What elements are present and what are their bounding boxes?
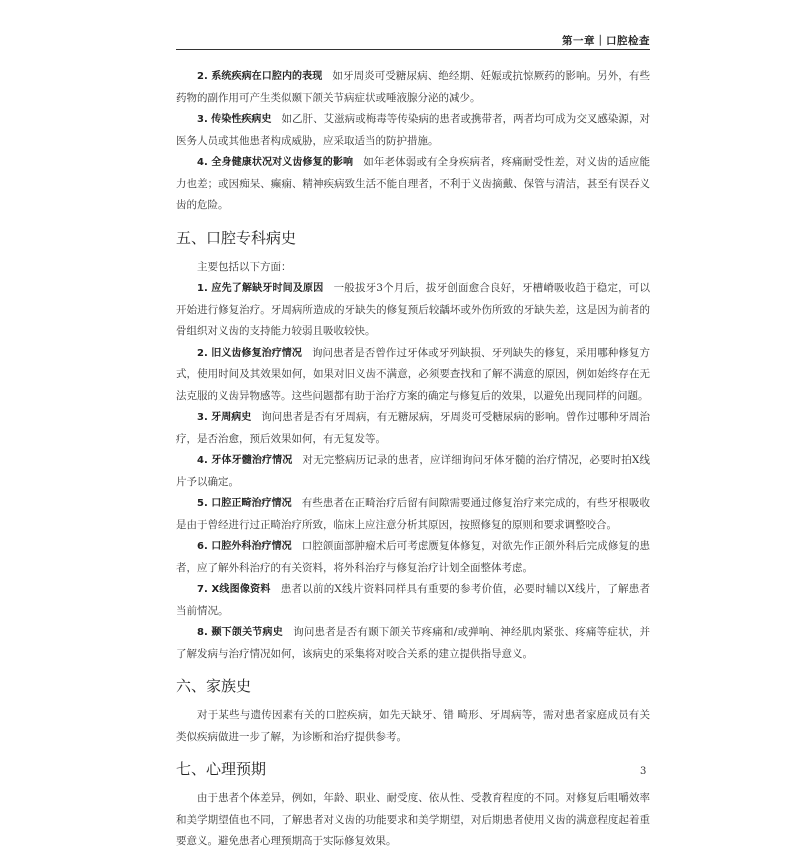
item-heading: 3. 牙周病史	[197, 412, 252, 423]
item-text: 如年老体弱或有全身疾病者，疼痛耐受性差，对义齿的适应能力也差；或因痴呆、癫痫、精神疾病致生活不能自理者，不利于义齿摘戴、保管与清洁，甚至有误吞义齿的危险。	[176, 156, 650, 211]
item-text: 询问患者是否有颞下颌关节疼痛和/或弹响、神经肌肉紧张、疼痛等症状，并了解发病与治疗情况如何，该病史的采集将对咬合关系的建立提供指导意义。	[176, 626, 650, 660]
item-heading: 4. 全身健康状况对义齿修复的影响	[197, 157, 354, 168]
paragraph-orthodontic	[176, 493, 650, 536]
paragraph-general-health	[176, 152, 650, 217]
paragraph-endodontic	[176, 450, 650, 493]
item-text: 口腔颌面部肿瘤术后可考虑赝复体修复，对欲先作正颌外科后完成修复的患者，应了解外科治疗的有关资料，将外科治疗与修复治疗计划全面整体考虑。	[176, 540, 651, 574]
item-text: 询问患者是否曾作过牙体或牙列缺损、牙列缺失的修复，采用哪种修复方式，使用时间及其效果如何，如果对旧义齿不满意，必须要查找和了解不满意的原因，例如始终存在无法克服的义齿异物感等。这些问题都有助于治疗方案的确定与修复后的效果，以避免出现同样的问题。	[176, 346, 651, 402]
paragraph-old-denture	[176, 343, 650, 408]
section-heading-psychological-expectation: 七、心理预期	[176, 760, 267, 778]
item-text: 一般拔牙3个月后，拔牙创面愈合良好，牙槽嵴吸收趋于稳定，可以开始进行修复治疗。牙周病所造成的牙缺失的修复预后较龋坏或外伤所致的牙缺失差，这是因为前者的骨组织对义齿的支持能力较弱且吸收较快。	[176, 282, 650, 337]
paragraph-family-history: 对于某些与遗传因素有关的口腔疾病，如先天缺牙、错 畸形、牙周病等，需对患者家庭成员有关类似疾病做进一步了解，为诊断和治疗提供参考。	[176, 709, 650, 743]
item-heading: 5. 口腔正畸治疗情况	[197, 498, 292, 509]
item-heading: 4. 牙体牙髓治疗情况	[197, 455, 293, 466]
paragraph-xray	[176, 579, 650, 622]
item-text: 有些患者在正畸治疗后留有间隙需要通过修复治疗来完成的，有些牙根吸收是由于曾经进行过正畸治疗所致，临床上应注意分析其原因，按照修复的原则和要求调整咬合。	[176, 497, 651, 531]
item-heading: 8. 颞下颌关节病史	[197, 627, 283, 638]
paragraph-oral-surgery	[176, 536, 650, 579]
paragraph-periodontal	[176, 407, 650, 450]
running-header	[176, 33, 650, 50]
item-heading: 3. 传染性疾病史	[197, 114, 272, 125]
paragraph-infectious-disease	[176, 109, 650, 152]
item-heading: 6. 口腔外科治疗情况	[197, 541, 292, 552]
chapter-header-label: 第一章｜口腔检查	[562, 35, 650, 47]
section-heading-family-history: 六、家族史	[176, 677, 252, 695]
paragraph-missing-teeth	[176, 278, 650, 343]
section-heading-oral-history: 五、口腔专科病史	[176, 228, 297, 247]
item-text: 对无完整病历记录的患者，应详细询问牙体牙髓的治疗情况，必要时拍X线片予以确定。	[176, 454, 650, 488]
item-heading: 1. 应先了解缺牙时间及原因	[197, 283, 324, 294]
paragraph-tmj	[176, 622, 650, 665]
item-text: 如乙肝、艾滋病或梅毒等传染病的患者或携带者，两者均可成为交叉感染源，对医务人员或其他患者构成威胁，应采取适当的防护措施。	[176, 113, 650, 147]
item-text: 如牙周炎可受糖尿病、绝经期、妊娠或抗惊厥药的影响。另外，有些药物的副作用可产生类似颞下颌关节病症状或唾液腺分泌的减少。	[176, 70, 650, 104]
item-text: 患者以前的X线片资料同样具有重要的参考价值，必要时辅以X线片，了解患者当前情况。	[176, 583, 651, 617]
section-intro: 主要包括以下方面：	[197, 260, 292, 273]
item-heading: 7. X线图像资料	[197, 584, 271, 595]
item-heading: 2. 系统疾病在口腔内的表现	[197, 71, 323, 82]
paragraph-psychological-expectation: 由于患者个体差异，例如，年龄、职业、耐受度、依从性、受教育程度的不同。对修复后咀嚼效率和美学期望值也不同，了解患者对义齿的功能要求和美学期望，对后期患者使用义齿的满意程度起着重要意义。避免患者心理预期高于实际修复效果。	[176, 792, 650, 847]
item-text: 询问患者是否有牙周病，有无糖尿病，牙周炎可受糖尿病的影响。曾作过哪种牙周治疗，是否治愈，预后效果如何，有无复发等。	[176, 411, 650, 445]
paragraph-systemic-disease	[176, 66, 650, 109]
item-heading: 2. 旧义齿修复治疗情况	[197, 347, 302, 359]
page-number: 3	[640, 766, 647, 777]
page-body	[176, 66, 650, 853]
